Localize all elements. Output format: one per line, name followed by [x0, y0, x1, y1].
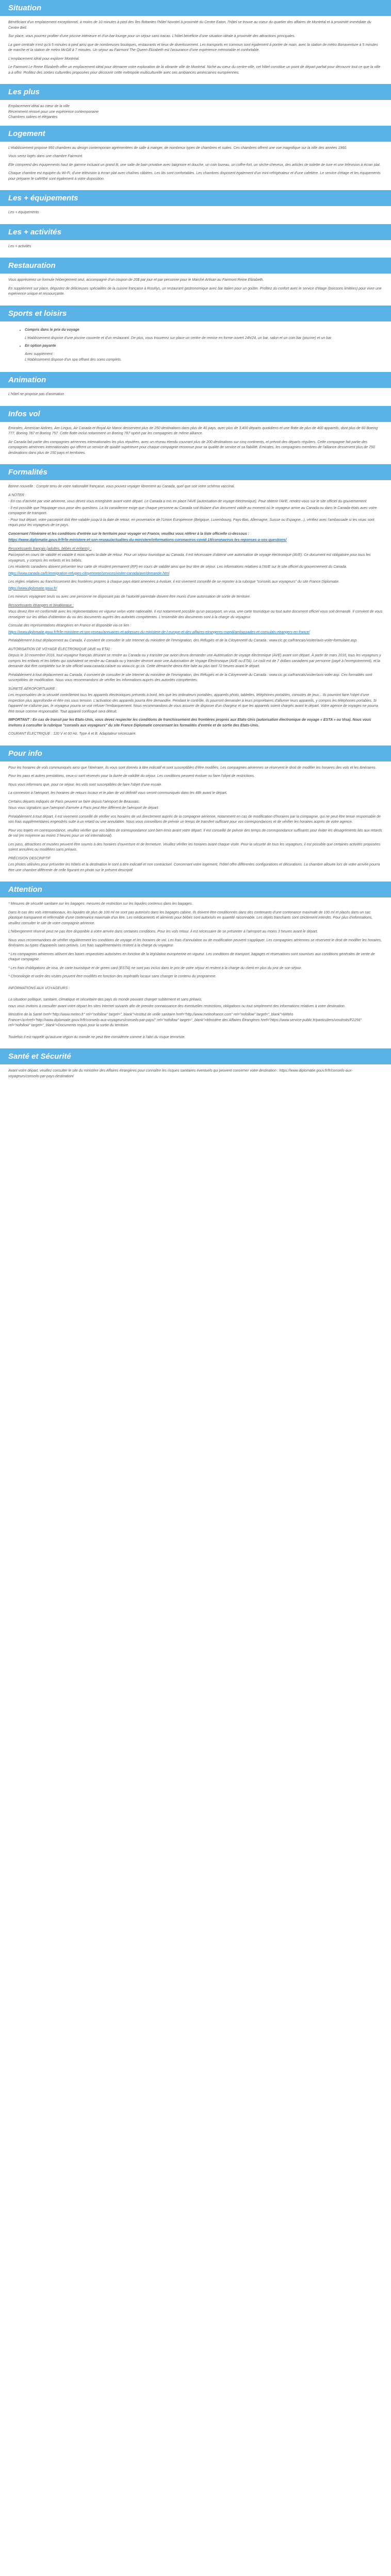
section-body-attention — [0, 897, 391, 1048]
sports-bullet-title: En option payante — [25, 344, 56, 348]
section-activites — [0, 224, 391, 258]
section-body-animation — [0, 388, 391, 406]
formalites-residents-paragraph: Les résidents canadiens doivent présenter leur carte de résident permanent (RP) en cours de validité ainsi que leur titre de séjour. Les informations relatives à l'AVE sur le site officiel du gouvernement du Canada. — [8, 565, 347, 569]
section-attention — [0, 882, 391, 1048]
attention-paragraph: L'hébergement réservé peut ne pas être disponible à votre arrivée dans certaines conditions. Pour les vols retour, il est nécessaire de se présenter à l'aéroport au moins 3 heures avant le départ. — [8, 930, 318, 934]
formalites-residents-link[interactable]: https://www.canada.ca/fr/immigration-refugies-citoyennete/services/visiter-canada/ave/demande.html — [8, 571, 170, 575]
section-title-sante: Santé et Sécurité — [0, 1048, 391, 1064]
section-title-equipements: Les + équipements — [0, 190, 391, 206]
section-pour-info — [0, 745, 391, 882]
formalites-foreign-title: Ressortissants étrangers et binationaux : — [8, 603, 74, 607]
situation-paragraph: Le Fairmont Le Reine Elizabeth offre un emplacement idéal pour démarrer votre exploration de la vibrante ville de Montréal. Niché au cœur du centre-ville, cet hôtel constitue un point de départ parfait pour découvrir tout ce que la ville a à offrir. Profitez des sorties culturelles proposées pour découvrir cette métropole multiculturelle avec ses ambiances américaines européennes. — [8, 65, 381, 75]
section-logement — [0, 126, 391, 191]
attention-info-paragraph: Ministère de la Santé href="http://www.meteo.fr" rel="nofollow" target="_blank">Institut de veille sanitaire href="http://www.meteofrance.com" rel="nofollow" target="_blank">Météo France</a>href="http://www.diplomatie.gouv.fr/fr/conseils-aux-voyageurs/conseils-par-pays/" rel="nofollow" target="_blank">Ministère des Affaires Étrangères href="https://www.service-public.fr/particuliers/vosdroits/F2256" rel="nofollow" target="_blank">Documents requis pour la sortie du territoire. — [8, 1013, 362, 1027]
formalites-ave-paragraph: Préalablement à tout déplacement au Canada, il convient de consulter le site Internet du ministère de l'Immigration, des Réfugiés et de la Citoyenneté du Canada : www.cic.gc.ca/francais/visiter/avis-voler.asp. Ces formalités sont susceptibles de modification. Nous vous recommandons de vérifier les informations auprès des autorités compétentes. — [8, 673, 372, 682]
formalites-note: - Il est possible que l'équipage vous pose des questions. La loi canadienne exige que chaque personne au Canada soit titulaire d'un document valide au moment où le voyageur arrive au Canada ou dans le Canada-états avec votre compagnie de transport. — [8, 506, 377, 515]
sports-bullet-text: L'établissement dispose d'une piscine couverte et d'un restaurant. De plus, vous trouverez sur place un centre de remise en forme ouvert 24h/24, un bar, salon et un coin bar (piscine) et un bar. — [25, 336, 332, 340]
section-body-restauration — [0, 274, 391, 306]
attention-info-paragraph: nous vous invitons à consulter avant votre départ les sites Internet suivants afin de prendre connaissance des éventuelles restrictions, obligations ou tout simplement des informations relatives à votre destination. — [8, 1004, 346, 1008]
attention-info-title: INFORMATIONS AUX VOYAGEURS : — [8, 986, 70, 990]
pour-info-precision-title: PRÉCISION DESCRIPTIF — [8, 856, 51, 860]
formalites-residents-paragraph: Les règles relatives au franchissement des frontières propres à chaque pays étant amenées à évoluer, il est vivement conseillé de se reporter à la rubrique "conseils aux voyageurs" du site France Diplomatie. — [8, 580, 340, 584]
section-body-sante — [0, 1064, 391, 1088]
section-title-formalites: Formalités — [0, 464, 391, 480]
formalites-intro: Bonne nouvelle : Compte tenu de votre nationalité française, vous pouvez voyager librement au Canada, quel que soit votre schéma vaccinal. — [8, 485, 235, 488]
situation-paragraph: Sur place, vous pourrez profiter d'une piscine intérieure et d'un bar-lounge pour un séjour sans tracas. L'hôtel bénéficie d'une situation idéale à proximité des attractions principales. — [8, 35, 296, 38]
section-body-les-plus — [0, 100, 391, 126]
sports-bullet-title: Compris dans le prix du voyage — [25, 328, 79, 332]
situation-paragraph: La gare centrale n'est qu'à 5 minutes à pied ainsi que de nombreuses boutiques, restaurants et lieux de divertissement. Les transports en commun sont également à portée de main, avec la station de métro Bonaventure à 5 minutes de marche et la station de métro McGill à 7 minutes. Un séjour au Fairmont The Queen Elizabeth est l'assurance d'une expérience mémorable et confortable. — [8, 43, 378, 52]
sante-paragraph: Avant votre départ, veuillez consulter le site du ministère des Affaires étrangères pour connaître les risques sanitaires éventuels qui peuvent concerner votre destination : https://www.diplomatie.gouv.fr/fr/conseils-aux-voyageurs/conseils-par-pays-destination/ — [8, 1069, 353, 1078]
section-sante — [0, 1048, 391, 1088]
section-title-activites: Les + activités — [0, 224, 391, 240]
attention-paragraph: Dans le cas des vols internationaux, les liquides de plus de 100 ml ne sont pas autorisés dans les bagages cabine. Ils doivent être conditionnés dans des contenants d'une contenance maximale de 100 ml et placés dans un sac plastique transparent et refermable d'une contenance maximale d'un litre. Les médicaments et aliments pour bébés sont autorisés en quantité raisonnable. Les objets tranchants sont strictement interdits. Pour plus d'informations, veuillez consulter le site de votre compagnie aérienne. — [8, 910, 373, 925]
sports-bullet-option — [25, 344, 383, 363]
sports-bullet-included — [25, 328, 383, 342]
section-body-logement — [0, 142, 391, 191]
formalites-consult-title: Concernant l'itinéraire et les conditions d'entrée sur le territoire pour voyager en France, veuillez vous référer à la liste officielle ci-dessous : — [8, 532, 249, 536]
formalites-foreign-paragraph: Préalablement à tout déplacement au Canada, il convient de consulter le site Internet du ministère de l'Immigration, des Réfugiés et de la Citoyenneté du Canada : www.cic.gc.ca/francais/visiter/avis-voler-formulaire.asp. — [8, 639, 358, 642]
formalites-residents-link[interactable]: https://www.diplomatie.gouv.fr/ — [8, 586, 57, 590]
formalites-residents-title: Ressortissants français (adultes, bébés et enfants) : — [8, 547, 92, 551]
formalites-consult-link[interactable]: https://www.diplomatie.gouv.fr/fr/le-ministere-et-son-reseau/actualites-du-ministere/informations-coronavirus-covid-19/coronavirus-les-reponses-a-vos-questions/ — [8, 538, 287, 542]
formalites-note: - Pour tout départ, votre passeport doit être valable jusqu'à la date de retour, en provenance de l'Union Européenne (Belgique, Luxembourg, Pays-Bas, Allemagne, Suisse ou Espagne...), vérifiez avec l'ambassade si les visas sont requis pour les voyageurs de ce pays. — [8, 518, 374, 527]
section-title-infos-vol: Infos vol — [0, 406, 391, 422]
animation-text: L'hôtel ne propose pas d'animation — [8, 393, 64, 396]
logement-paragraph: L'établissement propose 950 chambres au design contemporain agrémentées de salle à manger, de nombreux types de chambres et suites. Ces chambres offrent une vue magnifique sur la ville des années 1960. — [8, 146, 347, 150]
formalites-residents-paragraph: Passeport en cours de validité et valable 6 mois après la date de retour. Pour un séjour touristique au Canada, il est nécessaire d'obtenir une autorisation de voyage électronique (AVE). Ce document est obligatoire pour tous les voyageurs, y compris les enfants et les bébés. — [8, 553, 371, 563]
section-restauration — [0, 258, 391, 306]
attention-info-paragraph: Toutefois il est rappelé qu'aucune région du monde ne peut être considérée comme à l'abri du risque terroriste. — [8, 1035, 186, 1039]
situation-paragraph: L'emplacement idéal pour explorer Montréal. — [8, 57, 80, 61]
les-plus-item: Récemment rénové pour une expérience contemporaine — [8, 110, 99, 114]
formalites-foreign-paragraph: Vous devez être en conformité avec les réglementations en vigueur selon votre nationalité. Il est notamment possible qu'un passeport, un visa, une carte touristique ou tout autre document officiel vous soit demandé. Il convient de vous renseigner sur les délais d'obtention du ou des documents auprès des autorités compétentes. L'ensemble des documents sont à la charge du voyageur. — [8, 610, 383, 619]
attention-info-paragraph: La situation politique, sanitaire, climatique et sécuritaire des pays du monde pouvant changer subitement et sans préavis, — [8, 998, 202, 1002]
pour-info-paragraph: Les pass, attractions et musées peuvent être soumis à des horaires d'ouverture et de fermeture. Veuillez vérifier les horaires avant chaque visite. Pour la sécurité de tous les voyageurs, il est possible que certaines activités proposées soient annulées ou modifiées sans préavis. — [8, 842, 381, 852]
formalites-note: - En cas d'arrivée par voie aérienne, vous devez vous enregistrer avant votre départ. Le Canada a mis en place l'AVE (autorisation de voyage électronique). Pour obtenir l'AVE, rendez-vous sur le site officiel du gouvernement. — [8, 500, 367, 503]
restauration-paragraph: Vous apprécierez un formule hébergement seul, accompagné d'un coupon de 20$ par jour et par personne pour le Marché Artisan au Fairmont Reine Elizabeth. — [8, 278, 264, 282]
pour-info-paragraph: Pour les pass et autres prestations, ceux-ci sont réservés pour la durée de validité du séjour. Les conditions peuvent évoluer ou faire l'objet de restrictions. — [8, 774, 255, 778]
pour-info-paragraph: Nous vous informons que, pour ce séjour, les vols sont susceptibles de faire l'objet d'une escale. — [8, 783, 162, 787]
attention-paragraph: * Les compagnies aériennes utilisent des bases respectives autorisées en fonction de la législation européenne en vigueur. Les conditions de transport, bagages et réservations sont soumises aux conditions générales de vente de chaque compagnie. — [8, 952, 375, 961]
pour-info-paragraph: Préalablement à tout départ, il est vivement conseillé de vérifier vos horaires de vol directement auprès de la compagnie aérienne, notamment en cas de modification d'horaires par la compagnie, qui ne peut être tenue responsable de vos frais supplémentaires engendrés suite à un retard ou une annulation. Nous vous conseillons de prévoir un temps de transfert suffisant pour vos correspondances et de vérifier les horaires auprès de votre agence. — [8, 815, 381, 824]
section-title-pour-info: Pour info — [0, 745, 391, 761]
pour-info-paragraph: Certains départs indiqués de Paris peuvent se faire depuis l'aéroport de Beauvais. — [8, 800, 140, 804]
formalites-courant: COURANT ÉLECTRIQUE : 120 V et 60 Hz. Type A et B. Adaptateur nécessaire. — [8, 732, 137, 736]
activites-text: Les + activités — [8, 244, 31, 248]
section-body-formalites — [0, 480, 391, 745]
attention-paragraph: * Chronologie et ordre des visites peuvent être modifiés en fonction des impératifs locaux sans changer le contenu du programme. — [8, 975, 217, 978]
section-body-situation — [0, 16, 391, 84]
sports-bullet-sub: Avec supplément : — [25, 352, 55, 356]
formalites-foreign-paragraph: Consulat des représentations étrangères en France et disponible via ce lien : — [8, 624, 132, 628]
infos-vol-paragraph: Emirates, American Airlines, Aer Lingus, Air Canada et Royal Air Maroc desservent plus de 250 destinations dans plus de 40 pays, avec plus de 3,400 départs quotidiens et une flotte de plus de 400 appareils, dont plus de 60 Boeing 777, Boeing 787 et Boeing 757. Cette flotte inclut notamment un Boeing 787 opéré par les compagnies de même alliance. — [8, 426, 378, 435]
section-body-sports-loisirs — [0, 321, 391, 372]
formalites-residents-paragraph: Les mineurs voyageant seuls ou avec une personne ne disposant pas de l'autorité parentale doivent être munis d'une autorisation de sortie de territoire. — [8, 595, 251, 599]
formalites-foreign-link[interactable]: https://www.diplomatie.gouv.fr/fr/le-ministere-et-son-reseau/annuaires-et-adresses-du-ministere-de-l-europe-et-des-affaires-etrangeres-maedi/ambassades-et-consulats-etrangers-en-france/ — [8, 630, 310, 634]
section-body-infos-vol — [0, 422, 391, 465]
attention-paragraph: * Les frais d'obligations de visa, de carte touristique et de green card (ESTA) ne sont pas inclus dans le prix de votre séjour et restent à la charge du client en plus du prix de son séjour. — [8, 966, 302, 970]
logement-paragraph: Chaque chambre est équipée du Wi-Fi, d'une télévision à écran plat avec chaînes câblées. Les lits sont confortables. Les chambres disposent également d'un mini-réfrigérateur et d'une cafetière. Le service d'étage et les équipements pour préparer le café/thé sont également à votre disposition. — [8, 172, 381, 181]
situation-paragraph: Bénéficiant d'un emplacement exceptionnel, à moins de 10 minutes à pied des îles flottantes l'hôtel Novotel à proximité du Centre Eaton, l'hôtel se trouve au coeur du quartier des affaires de Montréal et à proximité immédiate du Centre Bell. — [8, 21, 371, 30]
les-plus-item: Emplacement idéal au cœur de la ville — [8, 105, 70, 108]
section-equipements — [0, 190, 391, 224]
section-title-sports-loisirs: Sports et loisirs — [0, 306, 391, 321]
formalites-security-paragraph: Les responsables de la sécurité contrôleront tous les appareils électroniques présents à bord, tels que les ordinateurs portables, appareils photo, tablettes, téléphones portables, consoles de jeux... Ils pourront faire l'objet d'une inspection plus approfondie et être mis sous tension. L'activation des appareils pourra être demandée. Pendant le contrôle, ils pourront demander à leurs propriétaires d'allumer leurs appareils, y compris les téléphones portables. Si l'appareil ne s'allume pas, le voyageur pourra se voir refuser l'embarquement. Nous recommandons de vous assurer de disposer d'un chargeur et que les appareils soient chargés avant le départ. Votre agence de voyages ne pourra être tenue comme responsable. Tout appareil confisqué sera détruit. — [8, 693, 378, 714]
section-les-plus — [0, 84, 391, 126]
restauration-paragraph: En supplément sur place, dégustez de délicieuses spécialités de la cuisine française à Rosélys, un restaurant gastronomique avec bar italien pour un goûter. Profitez du confort avec le service d'étage (boissons limitées) pour vivre une expérience unique et ressourçante. — [8, 286, 382, 296]
attention-paragraph: * Mesures de sécurité sanitaire sur les bagages: mesures de restriction sur les liquides contenus dans les bagages. — [8, 902, 193, 906]
section-animation — [0, 372, 391, 406]
equipements-text: Les + équipements — [8, 211, 39, 214]
section-title-logement: Logement — [0, 126, 391, 142]
section-title-attention: Attention — [0, 882, 391, 897]
les-plus-item: Chambres sobres et élégantes — [8, 115, 58, 119]
section-title-les-plus: Les plus — [0, 84, 391, 100]
pour-info-paragraph: La connexion à l'aéroport, les horaires de retours locaux et le plan de vol définitif vous seront communiqués dans les 48h avant le départ. — [8, 791, 227, 795]
section-body-activites — [0, 240, 391, 258]
section-title-situation: Situation — [0, 0, 391, 16]
formalites-ave-title: AUTORISATION DE VOYAGE ÉLECTRONIQUE (AVE ou ETA) : — [8, 647, 112, 651]
formalites-important: IMPORTANT : En cas de transit par les Etats-Unis, vous devez respecter les conditions de franchissement des frontières propres aux Etats-Unis (autorisation électronique de voyage « ESTA » ou Visa). Nous vous invitons à consulter la rubrique "conseils aux voyageurs" du site France Diplomatie concernant les formalités d'entrée et de sortie des Etats-Unis. — [8, 718, 371, 727]
section-body-pour-info — [0, 761, 391, 882]
sports-bullet-text: L'établissement dispose d'un spa offrant des soins complets. — [25, 358, 122, 362]
section-sports-loisirs — [0, 306, 391, 372]
logement-paragraph: Elle comprend des équipements haut de gamme incluant un grand lit, une salle de bain privative avec baignoire et douche, un coin bureau, un coffre-fort, un sèche-cheveux, des articles de toilette de luxe et une télévision à écran plat. — [8, 163, 381, 167]
pour-info-precision-paragraph: Les photos utilisées pour présenter les hôtels et la destination le sont à titre indicatif et non contractuel. Concernant votre logement, l'hôtel offre différentes configurations et décorations. La chambre allouée lors de votre arrivée pourra être une chambre différente de celle figurant en photo sur le présent descriptif. — [8, 863, 380, 872]
attention-paragraph: Nous vous recommandons de vérifier régulièrement les conditions de voyage et les horaires de vol. Les frais d'annulation ou de modification peuvent s'appliquer. Les compagnies aériennes se réservent le droit de modifier les horaires, itinéraires ou types d'appareils sans préavis. Les frais supplémentaires restent à la charge du voyageur. — [8, 938, 382, 947]
section-title-restauration: Restauration — [0, 258, 391, 274]
logement-paragraph: Vous serez logés dans une chambre Fairmont. — [8, 155, 83, 158]
pour-info-paragraph: Pour les horaires de vols communiqués ainsi que l'itinéraire, ils vous sont donnés à titre indicatif et sont susceptibles d'être modifiés. Les compagnies aériennes se réservent le droit de modifier les horaires des vols et les itinéraires. — [8, 766, 377, 770]
formalites-note-title: A NOTER : — [8, 493, 26, 497]
section-formalites — [0, 464, 391, 745]
pour-info-paragraph: Nous vous signalons que l'aéroport d'arrivée à Paris peut être différent de l'aéroport de départ. — [8, 806, 159, 810]
section-situation — [0, 0, 391, 84]
formalites-security-title: SÛRETÉ AÉROPORTUAIRE : — [8, 687, 57, 691]
section-infos-vol — [0, 406, 391, 465]
formalites-ave-paragraph: Depuis le 10 novembre 2016, tout voyageur français désirant se rendre au Canada ou y transiter par avion devra demander une Autorisation de voyage électronique (AVE) avant son départ. À partir de mars 2016, tous les voyageurs y compris les enfants et les bébés qui souhaitent se rendre au Canada ou y transiter devront avoir une Autorisation de Voyage Électronique (AVE ou ETA). Le coût est de 7 dollars canadiens par personne (payé à l'enregistrement), et la demande doit être complétée sur le site officiel www.canada.ca/ave ou www.cic.gc.ca. Cette démarche devra être faite au plus tard 72 heures avant le départ. — [8, 654, 381, 668]
infos-vol-paragraph: Air Canada fait partie des compagnies aériennes internationales les plus réputées, avec un réseau étendu couvrant plus de 200 destinations sur cinq continents, et prévoit des départs réguliers. Cette compagnie fait partie des compagnies aériennes internationales qui offrent un service de qualité supérieure pour chaque compagnie reconnue pour sa qualité de service et sa fiabilité. Emirates, les compagnies membres de l'alliance desservent plus de 750 destinations dans plus de 150 pays et territoires. — [8, 440, 375, 455]
section-title-animation: Animation — [0, 372, 391, 388]
section-body-equipements — [0, 206, 391, 224]
pour-info-paragraph: Pour vos trajets en correspondance, veuillez vérifier que vos billets de correspondance sont bien émis avant votre départ. Il est conseillé de prévoir des temps de correspondance suffisants pour éviter les désagréments liés aux retards de vol (en moyenne au moins 3 heures pour un vol international). — [8, 828, 382, 838]
